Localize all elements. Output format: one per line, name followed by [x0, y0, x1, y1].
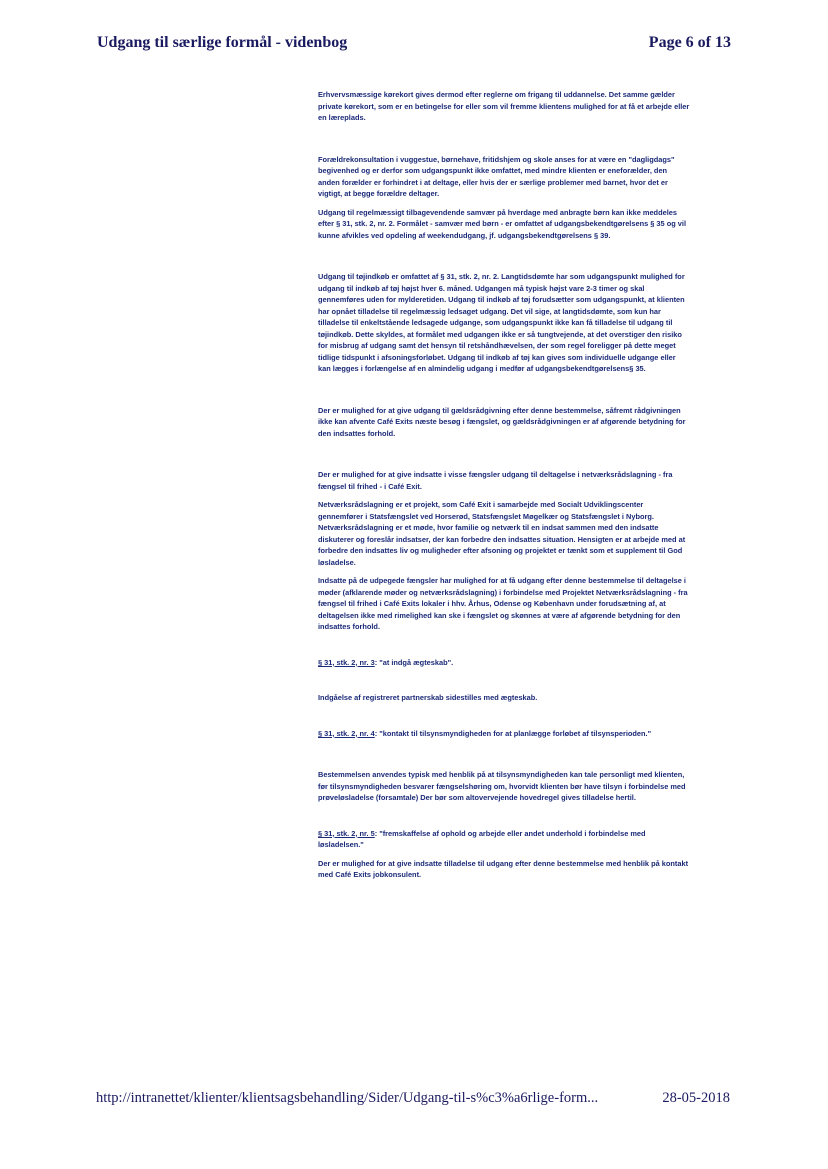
reference-text: : "fremskaffelse af ophold og arbejde eller andet underhold i forbindelse med løsladelsen."	[318, 828, 646, 849]
page-number: Page 6 of 13	[648, 34, 731, 51]
footer-date: 28-05-2018	[662, 1090, 730, 1106]
paragraph-parent-consultation: Forældrekonsultation i vuggestue, børnehave, fritidshjem og skole anses for at være en "dagligdags" begivenhed og er derfor som udgangspunkt ikke omfattet, med mindre klienten er eneforælder, den anden forælder er forhindret i at deltage, eller hvis der er særlige problemer med barnet, hvor det er vigtigt, at begge forældre deltager.	[318, 154, 675, 198]
document-body	[318, 89, 690, 881]
paragraph-clothing-purchase: Udgang til tøjindkøb er omfattet af § 31, stk. 2, nr. 2. Langtidsdømte har som udgangspunkt mulighed for udgang til indkøb af tøj højst hver 6. måned. Udgangen må typisk højst vare 2-3 timer og skal gennemføres uden for mylderetiden. Udgang til indkøb af tøj forudsætter som udgangspunkt, at klienten har opnået tilladelse til regelmæssig ledsaget udgang. Det vil sige, at langtidsdømte, som kun har tilladelse til enkeltstående ledsagede udgange, som udgangspunkt ikke kan få tilladelse til udgang til tøjindkøb. Dette skyldes, at formålet med udgangen ikke er så tungtvejende, at det overstiger den risiko for misbrug af udgang samt det hensyn til retshåndhævelsen, der som regel foreligger på dette meget tidlige tidspunkt i afsoningsforløbet. Udgang til indkøb af tøj kan gives som individuelle udgange eller kan lægges i forlængelse af en almindelig udgang i medfør af udgangsbekendtgørelsens§ 35.	[318, 272, 685, 373]
paragraph-supervision-detail: Bestemmelsen anvendes typisk med henblik på at tilsynsmyndigheden kan tale personligt med klienten, før tilsynsmyndigheden besvarer fængselshøring om, hvorvidt klienten bør have tilsyn i forbindelse med prøveløsladelse (forsamtale) Der bør som altovervejende hovedregel gives tilladelse hertil.	[318, 770, 686, 802]
paragraph-housing-work	[318, 828, 690, 851]
reference-text: : "at indgå ægteskab".	[374, 657, 454, 667]
paragraph-marriage	[318, 657, 690, 669]
paragraph-network-intro: Der er mulighed for at give indsatte i visse fængsler udgang til deltagelse i netværksrådslagning - fra fængsel til frihed - i Café Exit.	[318, 470, 673, 491]
legal-reference-link[interactable]: § 31, stk. 2, nr. 5	[318, 828, 375, 838]
paragraph-network-project: Netværksrådslagning er et projekt, som Café Exit i samarbejde med Socialt Udviklingscenter gennemfører i Statsfængslet ved Horserød, Statsfængslet Møgelkær og Statsfængslet i Nyborg. Netværksrådslagning er et møde, hvor familie og netværk til en indsat sammen med den indsatte diskuterer og foreslår indsatser, der kan forbedre den indsattes situation. Hensigten er at arbejde med at forbedre den indsattes liv og muligheder efter afsoning og projektet er tænkt som et supplement til God løsladelse.	[318, 500, 686, 567]
paragraph-supervision	[318, 728, 690, 740]
document-title: Udgang til særlige formål - videnbog	[97, 34, 348, 51]
paragraph-visitation: Udgang til regelmæssigt tilbagevendende samvær på hverdage med anbragte børn kan ikke meddeles efter § 31, stk. 2, nr. 2. Formålet - samvær med børn - er omfattet af udgangsbekendtgørelsens § 35 og vil kunne afvikles ved opdeling af weekendudgang, jf. udgangsbekendtgørelsens § 39.	[318, 207, 686, 240]
paragraph-network-meetings: Indsatte på de udpegede fængsler har mulighed for at få udgang efter denne bestemmelse til deltagelse i møder (afklarende møder og netværksrådslagning) i forbindelse med Projektet Netværksrådslagning - fra fængsel til frihed i Café Exits lokaler i hhv. Århus, Odense og København under forudsætning af, at deltagelsen ikke med rimelighed kan ske i fængslet og skønnes at være af afgørende betydning for den indsattes forhold.	[318, 576, 688, 631]
legal-reference-link[interactable]: § 31, stk. 2, nr. 3	[318, 657, 375, 667]
reference-text: : "kontakt til tilsynsmyndigheden for at planlægge forløbet af tilsynsperioden."	[374, 728, 652, 738]
paragraph-debt-counseling: Der er mulighed for at give udgang til gældsrådgivning efter denne bestemmelse, såfremt rådgivningen ikke kan afvente Café Exits næste besøg i fængslet, og gældsrådgivningen er af afgørende betydning for den indsattes forhold.	[318, 405, 686, 438]
footer-url: http://intranettet/klienter/klientsagsbehandling/Sider/Udgang-til-s%c3%a6rlige-form...	[96, 1090, 599, 1106]
paragraph-partnership: Indgåelse af registreret partnerskab sidestilles med ægteskab.	[318, 693, 538, 702]
paragraph-job-consultant: Der er mulighed for at give indsatte tilladelse til udgang efter denne bestemmelse med henblik på kontakt med Café Exits jobkonsulent.	[318, 858, 689, 879]
legal-reference-link[interactable]: § 31, stk. 2, nr. 4	[318, 728, 375, 738]
paragraph-driving-license: Erhvervsmæssige kørekort gives dermod efter reglerne om frigang til uddannelse. Det samme gælder private kørekort, som er en betingelse for eller som vil fremme klientens mulighed for at få et arbejde eller en læreplads.	[318, 90, 690, 122]
